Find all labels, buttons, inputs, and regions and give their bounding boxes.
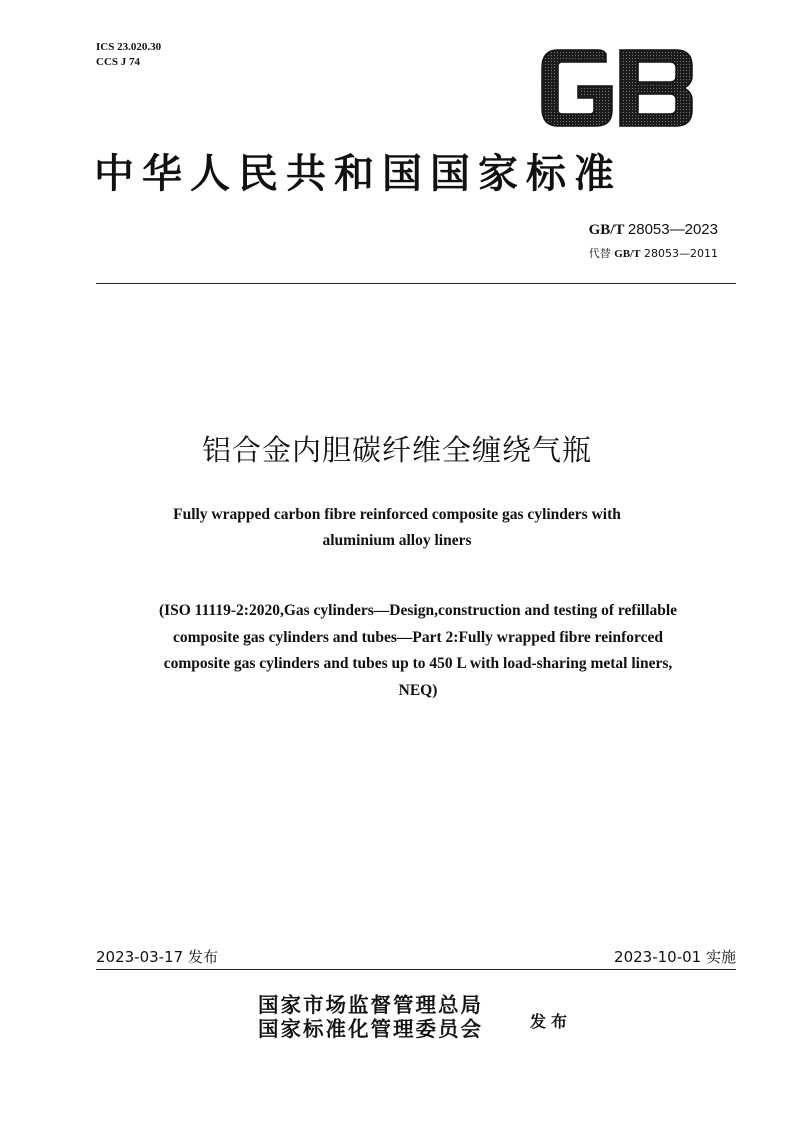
iso-reference-line: composite gas cylinders and tubes up to 450 L with load-sharing metal liners, xyxy=(163,655,673,672)
chinese-title: 铝合金内胆碳纤维全缠绕气瓶 xyxy=(201,433,592,467)
replaces-code: 28053—2011 xyxy=(644,247,718,260)
issue-date: 2023-03-17 发布 xyxy=(96,948,218,966)
authority-name: 国家标准化管理委员会 xyxy=(258,1017,483,1041)
top-divider xyxy=(96,283,736,284)
ics-code xyxy=(96,40,161,55)
publish-label: 发布 xyxy=(530,1012,573,1031)
classification-codes xyxy=(96,40,161,70)
english-title-line: Fully wrapped carbon fibre reinforced composite gas cylinders with xyxy=(173,506,621,523)
replaces-label: 代替 xyxy=(588,247,611,260)
authority-name: 国家市场监督管理总局 xyxy=(258,993,483,1017)
replaces-standard xyxy=(589,245,718,261)
iso-reference-line: composite gas cylinders and tubes—Part 2:Fully wrapped fibre reinforced xyxy=(173,628,663,646)
replaces-prefix: GB/T xyxy=(614,248,641,260)
iso-reference-line: NEQ) xyxy=(398,681,438,699)
standard-prefix: GB/T xyxy=(588,222,625,238)
national-standard-title: 中华人民共和国国家标准 xyxy=(94,150,622,197)
iso-reference xyxy=(100,598,736,704)
ccs-label: CCS xyxy=(96,56,119,68)
english-title-line: aluminium alloy liners xyxy=(322,532,472,549)
iso-reference-line: (ISO 11119-2:2020,Gas cylinders—Design,construction and testing of refillable xyxy=(158,602,678,619)
logo-letter-g xyxy=(542,50,612,126)
implementation-date: 2023-10-01 实施 xyxy=(614,948,736,966)
ccs-code xyxy=(96,55,161,70)
ics-label: ICS xyxy=(96,41,115,53)
english-title xyxy=(97,502,697,554)
standard-code: 28053—2023 xyxy=(627,221,718,238)
bottom-divider xyxy=(96,969,736,970)
logo-letter-b xyxy=(620,50,692,126)
gb-logo xyxy=(538,48,694,128)
standard-number xyxy=(589,221,718,239)
issuing-authorities xyxy=(258,993,483,1041)
ccs-value: J 74 xyxy=(120,56,141,68)
ics-value: 23.020.30 xyxy=(117,41,162,53)
